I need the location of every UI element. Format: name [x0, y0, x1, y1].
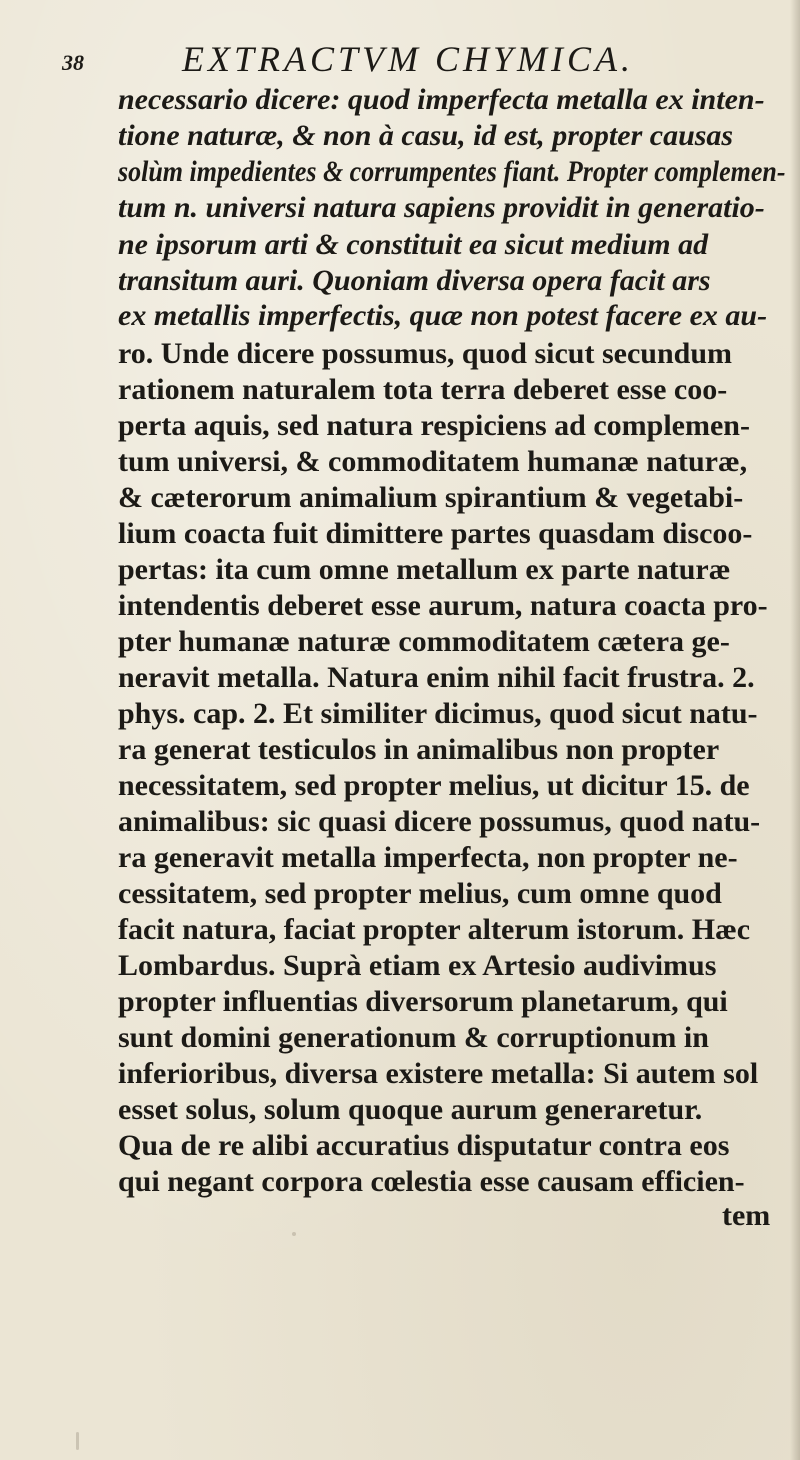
text-line: solùm impedientes & corrumpentes fiant. Propter complemen- [118, 155, 786, 188]
text-line: qui negant corpora cœlestia esse causam efficien- [118, 1165, 745, 1198]
text-line: neravit metalla. Natura enim nihil facit frustra. 2. [118, 661, 755, 694]
text-line: transitum auri. Quoniam diversa opera facit ars [118, 264, 711, 297]
page-number: 38 [62, 50, 84, 75]
text-line: intendentis deberet esse aurum, natura coacta pro- [118, 589, 768, 622]
text-line: phys. cap. 2. Et similiter dicimus, quod sicut natu- [118, 697, 758, 730]
text-line: tum n. universi natura sapiens providit in generatio- [118, 191, 765, 224]
text-line: Lombardus. Suprà etiam ex Artesio audivimus [118, 949, 717, 982]
running-title: EXTRACTVM CHYMICA. [182, 39, 635, 79]
text-line: Qua de re alibi accuratius disputatur contra eos [118, 1129, 730, 1162]
text-line: necessario dicere: quod imperfecta metalla ex inten- [118, 83, 765, 116]
text-line: sunt domini generationum & corruptionum in [118, 1021, 709, 1054]
text-line: tione naturæ, & non à casu, id est, propter causas [118, 119, 734, 152]
ink-spot [76, 1432, 79, 1450]
text-line: tum universi, & commoditatem humanæ naturæ, [118, 445, 748, 478]
text-line: ex metallis imperfectis, quæ non potest facere ex au- [118, 299, 768, 332]
ink-spot [292, 1232, 296, 1236]
text-line: animalibus: sic quasi dicere possumus, quod natu- [118, 805, 761, 838]
text-line: necessitatem, sed propter melius, ut dicitur 15. de [118, 769, 750, 802]
text-line: ne ipsorum arti & constituit ea sicut medium ad [118, 228, 709, 261]
text-line: facit natura, faciat propter alterum istorum. Hæc [118, 913, 751, 946]
text-line: cessitatem, sed propter melius, cum omne quod [118, 877, 722, 910]
text-line: esset solus, solum quoque aurum generaretur. [118, 1093, 703, 1126]
text-line: pertas: ita cum omne metallum ex parte naturæ [118, 553, 731, 586]
text-line: ra generavit metalla imperfecta, non propter ne- [118, 841, 738, 874]
text-line: ra generat testiculos in animalibus non propter [118, 733, 720, 766]
text-line: ro. Unde dicere possumus, quod sicut secundum [118, 337, 733, 370]
text-line: inferioribus, diversa existere metalla: Si autem sol [118, 1057, 759, 1090]
text-line: perta aquis, sed natura respiciens ad complemen- [118, 409, 750, 442]
text-line: & cæterorum animalium spirantium & vegetabi- [118, 481, 744, 514]
text-line: lium coacta fuit dimittere partes quasdam discoo- [118, 517, 753, 550]
text-line: rationem naturalem tota terra deberet esse coo- [118, 373, 728, 406]
text-line: propter influentias diversorum planetarum, qui [118, 985, 728, 1018]
catchword: tem [722, 1199, 771, 1232]
text-line: pter humanæ naturæ commoditatem cætera ge- [118, 625, 730, 658]
